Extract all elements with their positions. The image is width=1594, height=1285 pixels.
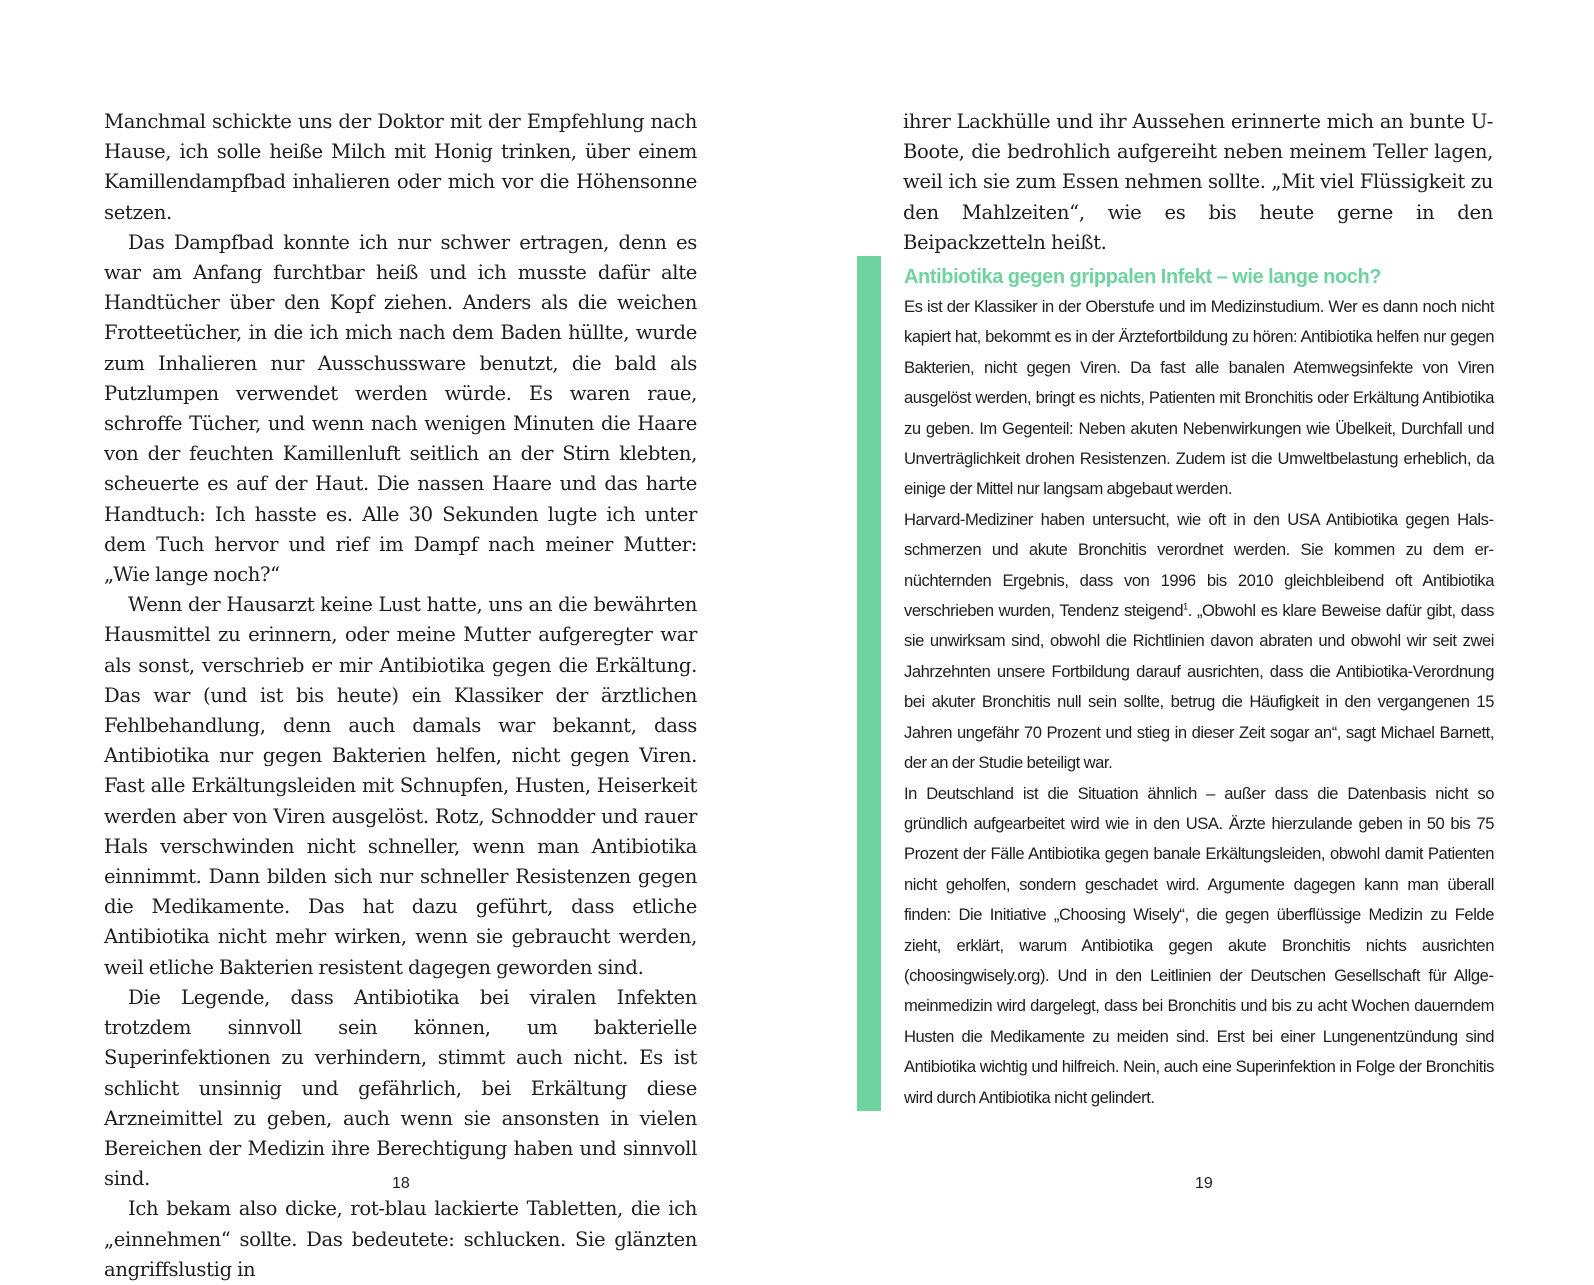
paragraph: Ich bekam also dicke, rot-blau lackierte Tabletten, die ich „einnehmen“ sollte. Das bedeutete: schlucken. Sie glänzten angriffslustig in xyxy=(104,1197,697,1281)
page-number: 18 xyxy=(392,1175,410,1192)
paragraph: ihrer Lackhülle und ihr Aussehen erinnerte mich an bunte U-Boote, die bedrohlich aufgereiht neben meinem Teller lagen, weil ich sie zum Essen nehmen sollte. „Mit viel Flüssigkeit zu den Mahlzeiten“, wie es bis heute gerne in den Beipackzetteln heißt. xyxy=(903,110,1493,254)
infobox xyxy=(904,262,1494,1113)
paragraph: Wenn der Hausarzt keine Lust hatte, uns an die bewährten Hausmittel zu erinnern, oder meine Mutter aufgeregter war als sonst, verschrieb er mir Antibiotika gegen die Erkältung. Das war (und ist bis heute) ein Klassiker der ärztlichen Fehlbehandlung, denn auch damals war bekannt, dass Antibiotika nur gegen Bakterien helfen, nicht gegen Viren. Fast alle Erkältungsleiden mit Schnupfen, Husten, Heiserkeit werden aber von Viren ausgelöst. Rotz, Schnodder und rauer Hals verschwinden nicht schneller, wenn man Antibiotika einnimmt. Dann bilden sich nur schneller Resistenzen gegen die Medikamente. Das hat dazu geführt, dass etliche Antibiotika nicht mehr wirken, wenn sie gebraucht werden, weil etliche Bakterien resistent dagegen geworden sind. xyxy=(104,593,697,979)
infobox-heading: Antibiotika gegen grippalen Infekt – wie lange noch? xyxy=(904,266,1382,288)
text-run: . „Obwohl es klare Beweise dafür gibt, dass sie unwirksam sind, obwohl die Richtlinien davon abraten und obwohl wir seit zwei Jahrzehnten unsere Fortbildung darauf ausrichten, dass die Antibiotika-Verordnung bei akuter Bronchitis null sein sollte, betrug die Häufigkeit in den vergangenen 15 Jahren ungefähr 70 Prozent und stieg in dieser Zeit sogar an“, sagt Michael Barnett, der an der Studie beteiligt war. xyxy=(904,601,1494,773)
infobox-accent-bar xyxy=(857,256,881,1111)
paragraph: Manchmal schickte uns der Doktor mit der Empfehlung nach Hause, ich solle heiße Milch mit Honig trinken, über einem Kamillendampfbad inhalieren oder mich vor die Höhensonne setzen. xyxy=(104,110,697,224)
main-text-column xyxy=(104,107,697,1285)
page-number: 19 xyxy=(1195,1175,1213,1192)
infobox-paragraph xyxy=(904,505,1494,779)
right-page xyxy=(797,0,1594,1240)
paragraph: Die Legende, dass Antibiotika bei viralen Infekten trotzdem sinnvoll sein können, um bakterielle Superinfektionen zu verhindern, stimmt auch nicht. Es ist schlicht unsinnig und gefährlich, bei Erkältung diese Arzneimittel zu geben, auch wenn sie ansonsten in vielen Bereichen der Medizin ihre Berechtigung haben und sinnvoll sind. xyxy=(104,985,697,1191)
text-run: Harvard-Mediziner haben untersucht, wie oft in den USA Antibiotika gegen Halsschmerzen und akute Bronchitis verordnet werden. Sie kommen zu dem ernüchternden Ergebnis, dass von 1996 bis 2010 gleichbleibend oft Antibiotika verschrieben wurden, Tendenz steigend xyxy=(904,509,1494,621)
paragraph: Das Dampfbad konnte ich nur schwer ertragen, denn es war am Anfang furchtbar heiß und ich musste dafür alte Handtücher über den Kopf ziehen. Anders als die weichen Frotteetücher, in die ich mich nach dem Baden hüllte, wurde zum Inhalieren nur Ausschussware benutzt, die bald als Putzlumpen verwendet werden würde. Es waren raue, schroffe Tücher, und wenn nach wenigen Minuten die Haare von der feuchten Kamillenluft seitlich an der Stirn klebten, scheuerte es auf der Haut. Die nassen Haare und das harte Handtuch: Ich hasste es. Alle 30 Sekunden lugte ich unter dem Tuch hervor und rief im Dampf nach meiner Mutter: „Wie lange noch?“ xyxy=(104,230,697,587)
infobox-paragraph: In Deutschland ist die Situation ähnlich – außer dass die Datenbasis nicht so gründlich aufgearbeitet wird wie in den USA. Ärzte hierzulande geben in 50 bis 75 Prozent der Fälle Antibiotika gegen banale Erkältungsleiden, obwohl damit Patienten nicht geholfen, sondern geschadet wird. Argumente dagegen kann man überall finden: Die Initiative „Choosing Wisely“, die gegen überflüssige Medizin zu Felde zieht, erklärt, warum Antibiotika gegen akute Bronchitis nichts ausrichten (choosingwisely.org). Und in den Leitlinien der Deutschen Gesellschaft für Allgemeinmedizin wird dargelegt, dass bei Bronchitis und bis zu acht Wochen dauerndem Husten die Medikamente zu meiden sind. Erst bei einer Lungenentzündung sind Antibiotika wichtig und hilfreich. Nein, auch eine Superinfektion in Folge der Bronchitis wird durch Antibiotika nicht gelindert. xyxy=(904,783,1494,1107)
infobox-paragraph: Es ist der Klassiker in der Oberstufe und im Medizinstudium. Wer es dann noch nicht kapiert hat, bekommt es in der Ärztefortbildung zu hören: Antibiotika helfen nur gegen Bakterien, nicht gegen Viren. Da fast alle banalen Atemwegsinfekte von Viren ausgelöst werden, bringt es nichts, Patienten mit Bronchitis oder Erkältung Antibiotika zu geben. Im Gegenteil: Neben akuten Nebenwirkungen wie Übelkeit, Durchfall und Unverträglichkeit drohen Resistenzen. Zudem ist die Umweltbelastung erheblich, da einige der Mittel nur langsam abgebaut werden. xyxy=(904,297,1494,499)
left-page xyxy=(0,0,797,1281)
footnote-marker: 1 xyxy=(1183,601,1188,612)
main-text-column xyxy=(903,107,1493,258)
